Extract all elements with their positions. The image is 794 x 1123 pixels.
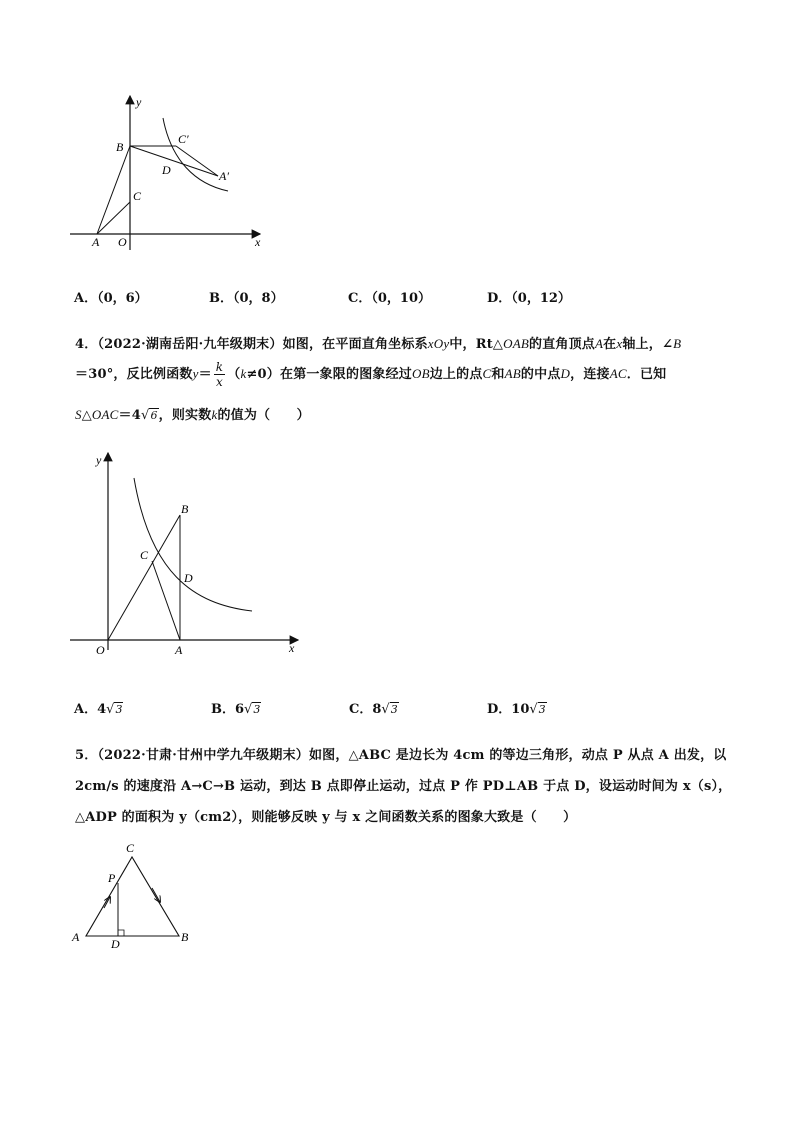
triangle-ABC [86,857,179,936]
q5-line-2: 2cm/s 的速度沿 A→C→B 运动，到达 B 点即停止运动，过点 P 作 PD⊥AB 于点 D，设运动时间为 x（s）， [75,779,732,794]
label-x: x [255,235,261,249]
q5-line-3: △ADP 的面积为 y（cm2），则能够反映 y 与 x 之间函数关系的图象大致是（ ） [75,810,577,825]
label-C: C [140,548,149,562]
label-y: y [96,453,102,467]
q4-option-c: C．8√3 [349,702,398,717]
fraction-k-over-x: $\frac{k}{x}$ [215,360,224,389]
label-B: B [116,140,124,154]
hyperbola-curve [134,478,252,611]
q5-line-1: 5．（2022·甘肃·甘州中学九年级期末）如图，△ABC 是边长为 4cm 的等边三角形，动点 P 从点 A 出发，以 [75,748,727,763]
segment-AC [97,202,130,234]
label-O: O [96,643,105,657]
label-D: D [111,937,120,950]
label-B: B [181,930,189,944]
figure-1 [60,85,280,260]
label-A: A [72,930,80,944]
q3-option-a: A．（0，6） [74,291,148,306]
label-D: D [162,163,171,177]
label-O: O [118,235,127,249]
direction-arrow-cb [152,888,160,902]
q4-option-b: B．6√3 [211,702,261,717]
segment-C-prime-A-prime [176,146,218,176]
figure-2 [60,445,310,660]
label-D: D [184,571,193,585]
label-y: y [136,95,142,109]
label-A: A [175,643,183,657]
label-C-prime: C′ [178,132,189,146]
label-A: A [92,235,100,249]
label-A-prime: A′ [219,169,229,183]
label-C: C [133,189,142,203]
figure-3 [65,835,205,950]
q4-line-3: S△OAC＝4√6，则实数k的值为（ ） [75,407,310,423]
segment-AC [152,561,180,640]
right-angle-mark [118,930,124,936]
label-P: P [108,871,116,885]
q4-option-a: A．4√3 [74,702,123,717]
segment-AB [97,146,130,234]
q4-option-d: D．10√3 [487,702,546,717]
label-C: C [126,841,135,855]
q4-line-2: ＝30°，反比例函数y＝ $\frac{k}{x}$ （k≠0）在第一象限的图象经过OB边上的点C和AB的中点D，连接AC．已知 [75,360,667,389]
q3-option-c: C．（0，10） [348,291,431,306]
q3-option-b: B．（0，8） [209,291,284,306]
q4-line-1: 4．（2022·湖南岳阳·九年级期末）如图，在平面直角坐标系xOy中，Rt△OAB的直角顶点A在x轴上，∠B [75,336,682,352]
label-x: x [289,641,295,655]
segment-OB [108,515,180,640]
label-B: B [181,502,189,516]
q3-option-d: D．（0，12） [487,291,571,306]
